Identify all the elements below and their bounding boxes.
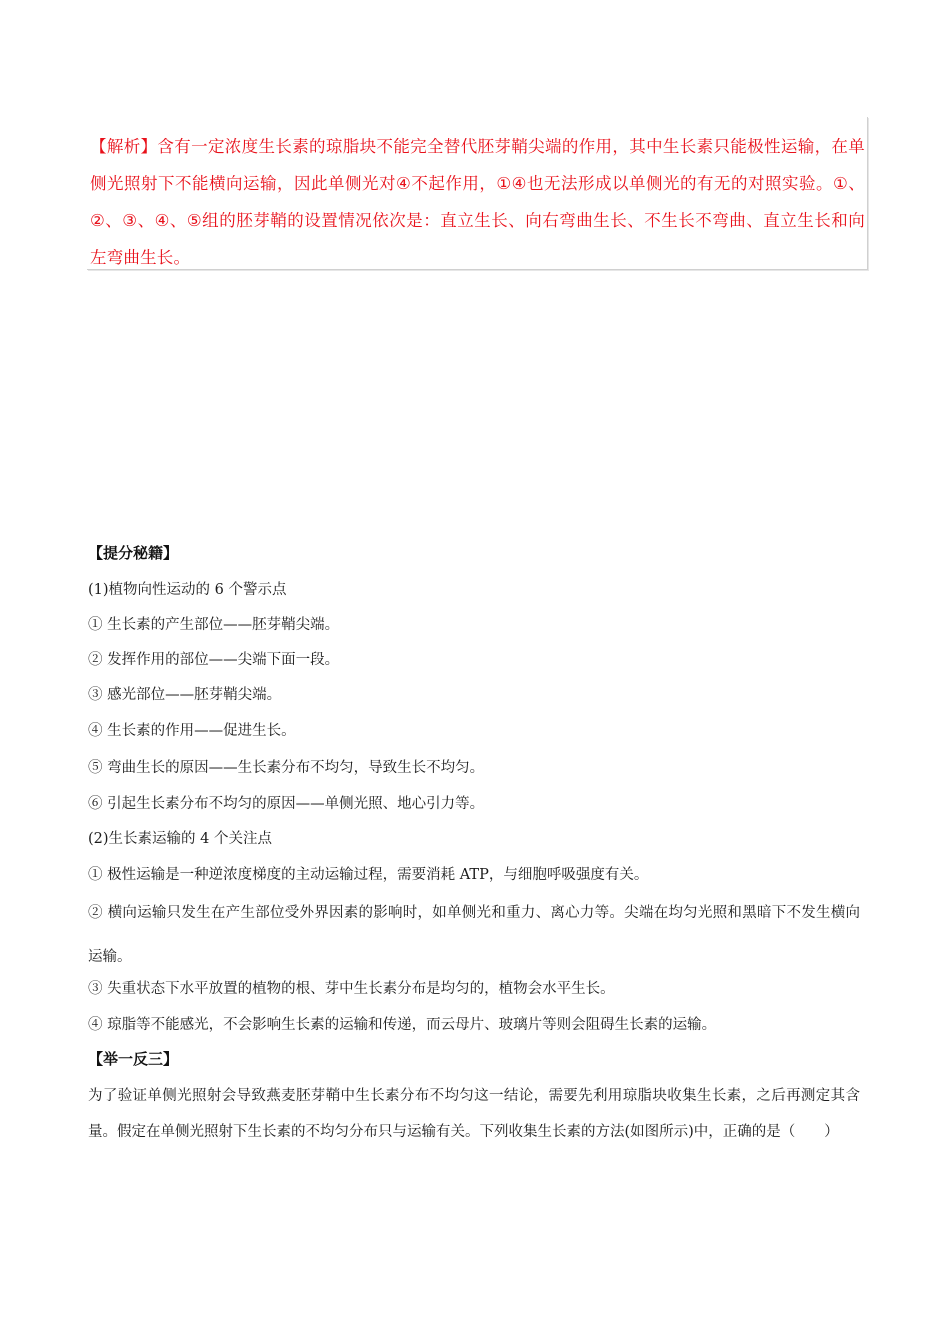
section1-title: (1)植物向性运动的 6 个警示点 <box>88 582 287 598</box>
practice-question: 为了验证单侧光照射会导致燕麦胚芽鞘中生长素分布不均匀这一结论，需要先利用琼脂块收集生长素，之后再测定其含量。假定在单侧光照射下生长素的不均匀分布只与运输有关。下列收集生长素的方法(如图所示)中，正确的是（ ） <box>88 1088 860 1140</box>
section2-item: ③ 失重状态下水平放置的植物的根、芽中生长素分布是均匀的，植物会水平生长。 <box>88 981 615 997</box>
practice-heading: 【举一反三】 <box>88 1050 179 1068</box>
section1-item: ③ 感光部位——胚芽鞘尖端。 <box>88 687 282 703</box>
section1-item: ① 生长素的产生部位——胚芽鞘尖端。 <box>88 617 340 633</box>
analysis-paragraph <box>90 128 865 276</box>
section1-item: ⑤ 弯曲生长的原因——生长素分布不均匀，导致生长不均匀。 <box>88 760 485 776</box>
section2-item: ② 横向运输只发生在产生部位受外界因素的影响时，如单侧光和重力、离心力等。尖端在均匀光照和黑暗下不发生横向运输。 <box>88 905 860 965</box>
section1-item: ⑥ 引起生长素分布不均匀的原因——单侧光照、地心引力等。 <box>88 796 485 812</box>
section1-item: ② 发挥作用的部位——尖端下面一段。 <box>88 652 340 668</box>
section2-item: ④ 琼脂等不能感光，不会影响生长素的运输和传递，而云母片、玻璃片等则会阻碍生长素的运输。 <box>88 1017 717 1033</box>
tips-heading: 【提分秘籍】 <box>88 544 179 562</box>
section2-title: (2)生长素运输的 4 个关注点 <box>88 831 272 847</box>
section1-item: ④ 生长素的作用——促进生长。 <box>88 723 296 739</box>
analysis-label: 【解析】 <box>90 137 158 156</box>
section2-item: ① 极性运输是一种逆浓度梯度的主动运输过程，需要消耗 ATP，与细胞呼吸强度有关。 <box>88 867 649 883</box>
analysis-text: 含有一定浓度生长素的琼脂块不能完全替代胚芽鞘尖端的作用，其中生长素只能极性运输，在单侧光照射下不能横向运输，因此单侧光对④不起作用，①④也无法形成以单侧光的有无的对照实验。①、②、③、④、⑤组的胚芽鞘的设置情况依次是：直立生长、向右弯曲生长、不生长不弯曲、直立生长和向左弯曲生长。 <box>90 137 865 267</box>
